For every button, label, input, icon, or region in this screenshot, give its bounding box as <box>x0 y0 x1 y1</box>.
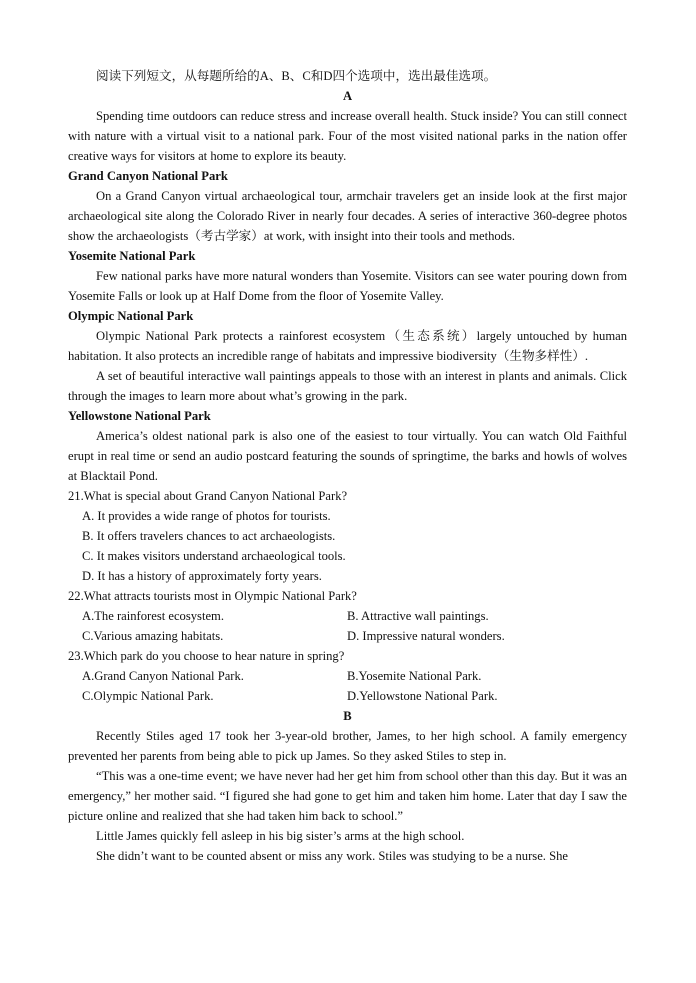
section-b-para-1: Recently Stiles aged 17 took her 3-year-old brother, James, to her high school. A family emergency prevented her parents from being able to pick up James. So they asked Stiles to step in. <box>68 729 627 763</box>
question-23-option-a: A.Grand Canyon National Park. <box>82 669 244 683</box>
question-21-stem: 21.What is special about Grand Canyon National Park? <box>68 489 348 503</box>
park-heading-yellowstone: Yellowstone National Park <box>68 409 211 423</box>
question-21-option-b: B. It offers travelers chances to act archaeologists. <box>82 529 336 543</box>
question-23-option-d: D.Yellowstone National Park. <box>347 689 498 703</box>
section-b-para-3: Little James quickly fell asleep in his big sister’s arms at the high school. <box>96 829 465 843</box>
section-b-label: B <box>343 709 352 723</box>
question-21-option-c: C. It makes visitors understand archaeological tools. <box>82 549 346 563</box>
question-23-stem: 23.Which park do you choose to hear nature in spring? <box>68 649 345 663</box>
park-heading-olympic: Olympic National Park <box>68 309 194 323</box>
question-22-row-1 <box>82 606 627 626</box>
instruction: 阅读下列短文，从每题所给的A、B、C和D四个选项中，选出最佳选项。 <box>96 69 497 83</box>
park-para-yellowstone: America’s oldest national park is also one of the easiest to tour virtually. You can watch Old Faithful erupt in real time or send an audio postcard featuring the sounds of springtime, the barks and howls of wolves at Blacktail Pond. <box>68 429 627 483</box>
question-23-option-b: B.Yosemite National Park. <box>347 669 482 683</box>
question-22-option-c: C.Various amazing habitats. <box>82 629 224 643</box>
section-a-label: A <box>342 89 353 103</box>
question-22-option-d: D. Impressive natural wonders. <box>347 629 505 643</box>
park-para-olympic-2: A set of beautiful interactive wall paintings appeals to those with an interest in plants and animals. Click through the images to learn more about what’s growing in the park. <box>68 369 627 403</box>
park-para-grand-canyon: On a Grand Canyon virtual archaeological tour, armchair travelers get an inside look at the first major archaeological site along the Colorado River in nearly four decades. A series of interactive 360-degree photos show the archaeologists（考古学家）at work, with insight into their tools and methods. <box>68 189 627 243</box>
section-b-para-2: “This was a one-time event; we have never had her get him from school other than this day. But it was an emergency,” her mother said. “I figured she had gone to get him and taken him home. Later that day I saw the picture online and realized that she had taken him back to school.” <box>68 769 627 823</box>
park-heading-yosemite: Yosemite National Park <box>68 249 196 263</box>
question-22-stem: 22.What attracts tourists most in Olympic National Park? <box>68 589 357 603</box>
park-heading-grand-canyon: Grand Canyon National Park <box>68 169 228 183</box>
question-21-option-d: D. It has a history of approximately forty years. <box>82 569 322 583</box>
park-para-olympic-1: Olympic National Park protects a rainforest ecosystem（生态系统）largely untouched by human habitation. It also protects an incredible range of habitats and impressive biodiversity（生物多样性）. <box>68 329 627 363</box>
question-22-row-2 <box>82 626 627 646</box>
exam-page <box>68 66 627 866</box>
section-a-intro: Spending time outdoors can reduce stress and increase overall health. Stuck inside? You can still connect with nature with a virtual visit to a national park. Four of the most visited national parks in the nation offer creative ways for visitors at home to explore its beauty. <box>68 109 627 163</box>
section-b-para-4: She didn’t want to be counted absent or miss any work. Stiles was studying to be a nurse. She <box>96 849 568 863</box>
question-22-option-b: B. Attractive wall paintings. <box>347 609 489 623</box>
question-21-option-a: A. It provides a wide range of photos for tourists. <box>82 509 331 523</box>
question-22-option-a: A.The rainforest ecosystem. <box>82 609 224 623</box>
park-para-yosemite: Few national parks have more natural wonders than Yosemite. Visitors can see water pouring down from Yosemite Falls or look up at Half Dome from the floor of Yosemite Valley. <box>68 269 627 303</box>
question-23-option-c: C.Olympic National Park. <box>82 689 214 703</box>
question-23-row-2 <box>82 686 627 706</box>
question-23-row-1 <box>82 666 627 686</box>
